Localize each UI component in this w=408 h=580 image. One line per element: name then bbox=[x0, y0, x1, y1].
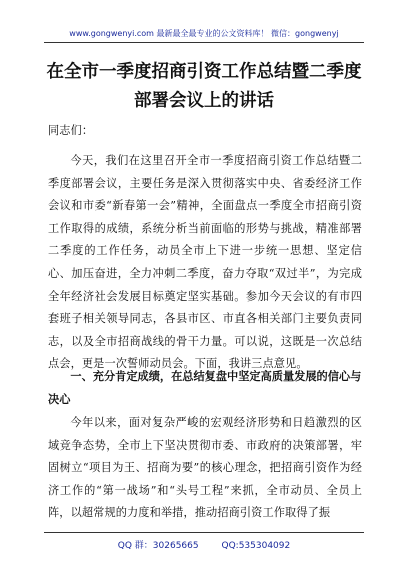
page-header bbox=[0, 0, 408, 44]
footer-divider bbox=[44, 532, 364, 533]
section-heading-1: 一、充分肯定成绩，在总结复盘中坚定高质量发展的信心与决心 bbox=[48, 370, 362, 406]
footer-contact-text: QQ 群：30265665 QQ:535304092 bbox=[117, 541, 291, 551]
page-footer bbox=[0, 532, 408, 580]
header-banner-text: www.gongwenyi.com 最新最全最专业的公文资料库！ 微信：gongwenyj bbox=[69, 29, 339, 38]
body-paragraph-2: 今年以来，面对复杂严峻的宏观经济形势和日趋激烈的区域竞争态势，全市上下坚决贯彻市委、市政府的决策部署，牢固树立“项目为王、招商为要”的核心理念，把招商引资作为经济工作的“第一战场”和“头号工程”来抓，全市动员、全员上阵，以超常规的力度和举措，推动招商引资工作取得了振 bbox=[48, 416, 362, 520]
header-divider bbox=[44, 42, 364, 43]
body-paragraph-1: 今天，我们在这里召开全市一季度招商引资工作总结暨二季度部署会议，主要任务是深入贯彻落实中央、省委经济工作会议和市委“新春第一会”精神，全面盘点一季度全市招商引资工作取得的成绩，系统分析当前面临的形势与挑战，精准部署二季度的工作任务，动员全市上下进一步统一思想、坚定信心、加压奋进，全力冲刺二季度，奋力夺取“双过半”，为完成全年经济社会发展目标奠定坚实基础。参加今天会议的有市四套班子相关领导同志，各县市区、市直各相关部门主要负责同志，以及全市招商战线的骨干力量。可以说，这既是一次总结点会，更是一次誓师动员会。下面，我讲三点意见。 bbox=[48, 154, 362, 371]
document-title: 在全市一季度招商引资工作总结暨二季度部署会议上的讲话 bbox=[46, 62, 362, 111]
salutation: 同志们： bbox=[48, 124, 94, 137]
